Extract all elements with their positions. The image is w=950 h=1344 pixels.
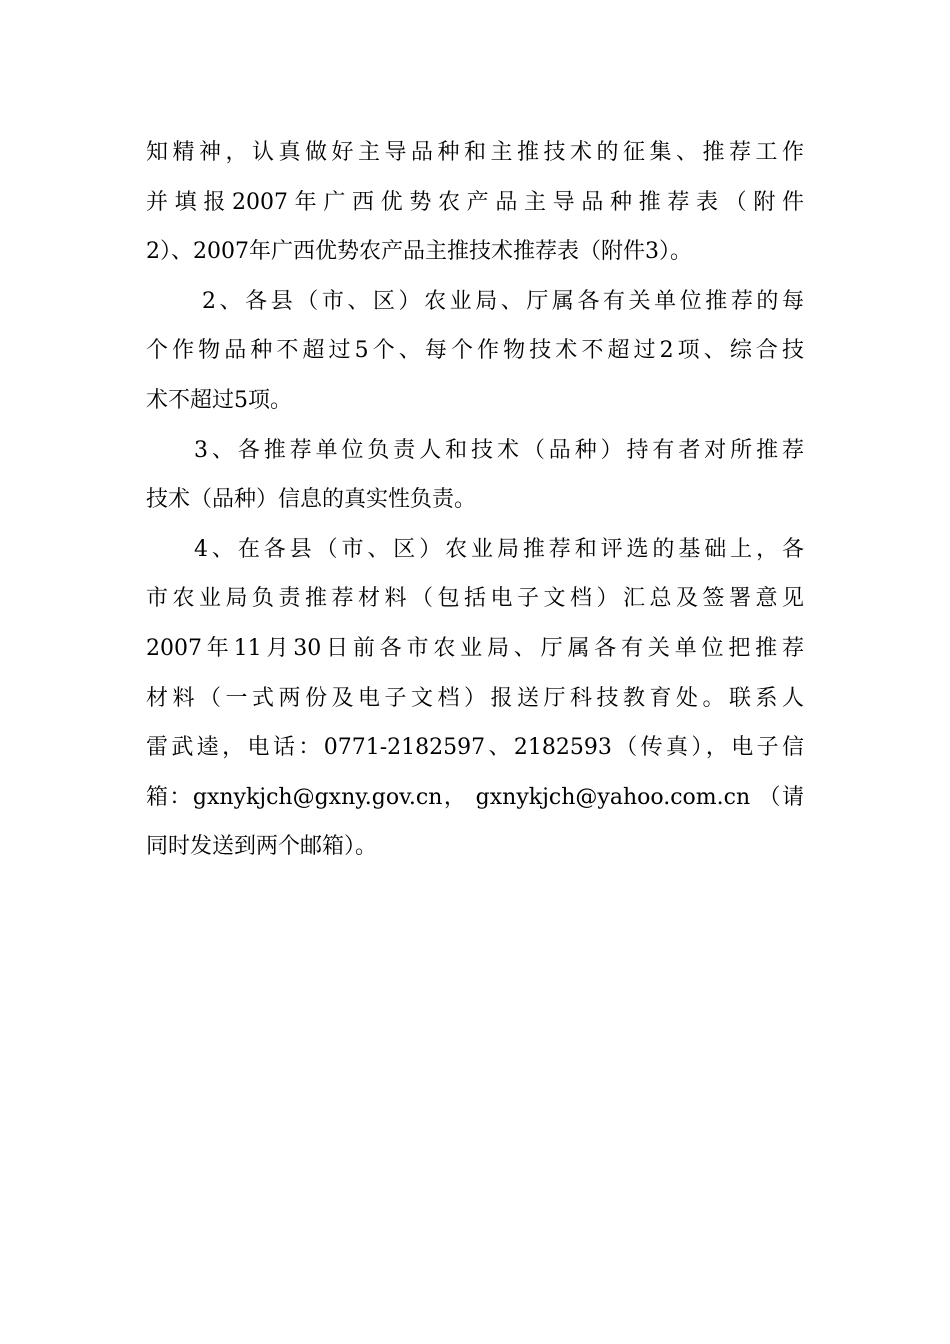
text-line: 2007年11月30日前各市农业局、厅属各有关单位把推荐: [146, 635, 804, 661]
text-line: 技术（品种）信息的真实性负责。: [146, 487, 477, 513]
text-line: 材料（一式两份及电子文档）报送厅科技教育处。联系人: [146, 685, 804, 711]
paragraph-item-3: [146, 426, 804, 525]
text-line: 3、各推荐单位负责人和技术（品种）持有者对所推荐: [194, 437, 804, 463]
text-line: 2、各县（市、区）农业局、厅属各有关单位推荐的每: [202, 288, 804, 314]
text-line: 2）、2007年广西优势农产品主推技术推荐表（附件3）。: [146, 239, 692, 265]
document-body: [146, 128, 804, 872]
text-line: 术不超过5项。: [146, 387, 292, 413]
text-line: 4、在各县（市、区）农业局推荐和评选的基础上，各: [194, 536, 804, 562]
text-line: 箱：gxnykjch@gxny.gov.cn， gxnykjch@yahoo.com.cn （请: [146, 784, 804, 810]
text-line: 并填报2007年广西优势农产品主导品种推荐表（附件: [146, 189, 804, 215]
paragraph-intro: [146, 128, 804, 277]
text-line: 雷武逵，电话：0771-2182597、2182593（传真），电子信: [146, 735, 804, 761]
text-line: 同时发送到两个邮箱）。: [146, 834, 378, 860]
text-line: 市农业局负责推荐材料（包括电子文档）汇总及签署意见: [146, 586, 804, 612]
paragraph-item-2: [146, 277, 804, 426]
text-line: 知精神，认真做好主导品种和主推技术的征集、推荐工作: [146, 140, 804, 165]
text-line: 个作物品种不超过5个、每个作物技术不超过2项、综合技: [146, 338, 804, 364]
paragraph-item-4: [146, 525, 804, 872]
